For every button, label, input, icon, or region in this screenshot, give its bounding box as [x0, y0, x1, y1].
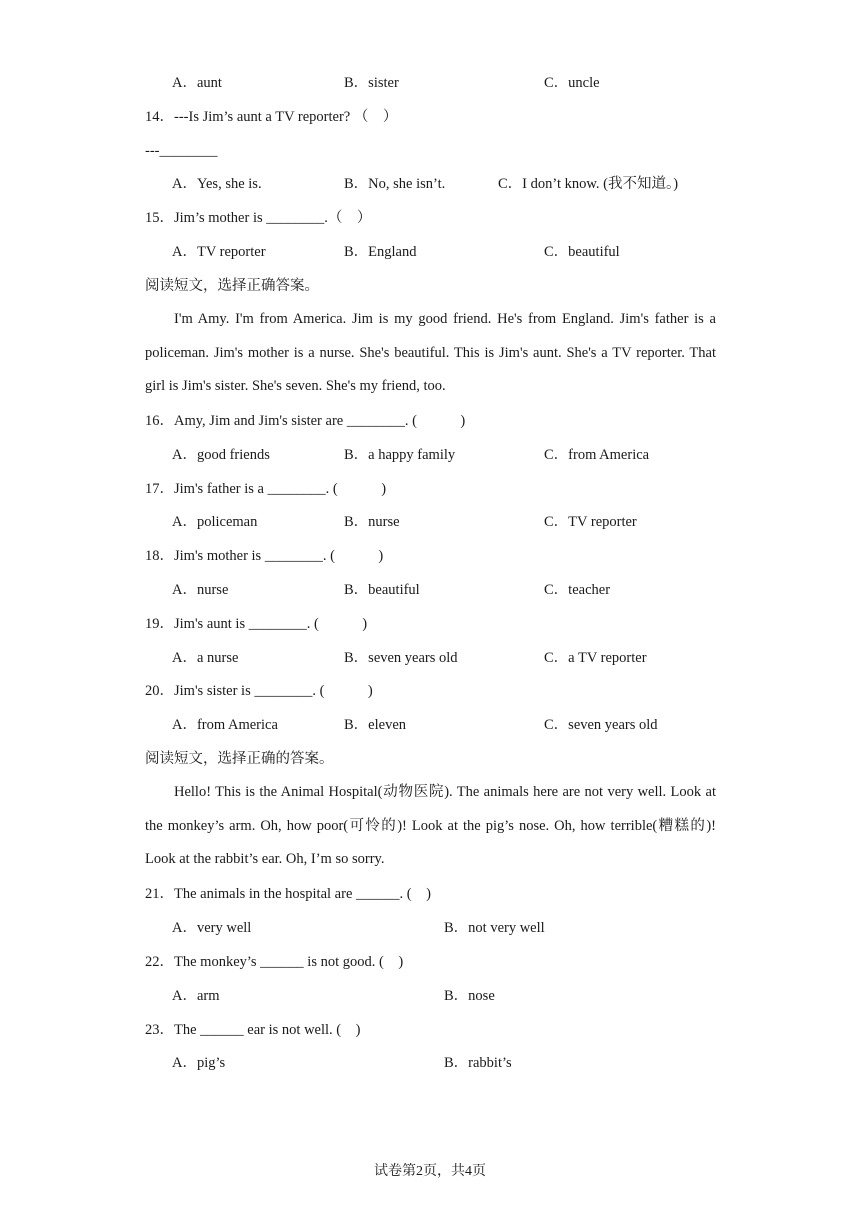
q13-option-a: A．aunt [172, 75, 222, 91]
q20-option-c: C．seven years old [544, 717, 658, 733]
q14-option-a: A．Yes, she is. [172, 176, 262, 192]
q18-option-c: C．teacher [544, 582, 611, 598]
q19-stem: 19．Jim's aunt is ________. ( ) [145, 616, 368, 632]
q16-stem: 16．Amy, Jim and Jim's sister are ________. ( ) [145, 413, 466, 429]
q23-option-a: A．pig’s [172, 1055, 226, 1071]
q22-option-b: B．nose [444, 988, 495, 1004]
section3-passage: Hello! This is the Animal Hospital(动物医院). The animals here are not very well. Look at the monkey’s arm. Oh, how poor(可怜的)! Look at the pig’s nose. Oh, how terrible(糟糕的)! Look at the rabbit’s ear. Oh, I’m so sorry. [145, 784, 716, 868]
q14-option-b: B．No, she isn’t. [344, 176, 446, 192]
q21-option-a: A．very well [172, 920, 252, 936]
q15-option-b: B．England [344, 244, 417, 260]
section2-passage: I'm Amy. I'm from America. Jim is my good friend. He's from England. Jim's father is a policeman. Jim's mother is a nurse. She's beautiful. This is Jim's aunt. She's a TV reporter. That girl is Jim's sister. She's seven. She's my friend, too. [145, 311, 716, 395]
q18-stem: 18．Jim's mother is ________. ( ) [145, 548, 384, 564]
q15-stem: 15．Jim’s mother is ________.（ ） [145, 210, 372, 226]
q14-stem: 14．---Is Jim’s aunt a TV reporter? （ ） [145, 109, 398, 125]
q18-option-b: B．beautiful [344, 582, 420, 598]
q16-option-a: A．good friends [172, 447, 270, 463]
q19-option-c: C．a TV reporter [544, 650, 647, 666]
section2-heading: 阅读短文，选择正确答案。 [145, 278, 319, 294]
q21-stem: 21．The animals in the hospital are ______. ( ) [145, 886, 431, 902]
q17-option-b: B．nurse [344, 514, 400, 530]
section3-heading: 阅读短文，选择正确的答案。 [145, 751, 334, 767]
q20-option-b: B．eleven [344, 717, 407, 733]
q17-stem: 17．Jim's father is a ________. ( ) [145, 481, 387, 497]
q23-stem: 23．The ______ ear is not well. ( ) [145, 1022, 361, 1038]
q15-option-a: A．TV reporter [172, 244, 266, 260]
q13-option-c: C．uncle [544, 75, 600, 91]
q20-stem: 20．Jim's sister is ________. ( ) [145, 683, 373, 699]
q17-option-c: C．TV reporter [544, 514, 637, 530]
q23-option-b: B．rabbit’s [444, 1055, 512, 1071]
q15-option-c: C．beautiful [544, 244, 620, 260]
q13-option-b: B．sister [344, 75, 399, 91]
q21-option-b: B．not very well [444, 920, 545, 936]
q19-option-a: A．a nurse [172, 650, 239, 666]
page-footer: 试卷第2页，共4页 [374, 1164, 486, 1179]
q16-option-c: C．from America [544, 447, 650, 463]
q17-option-a: A．policeman [172, 514, 258, 530]
q16-option-b: B．a happy family [344, 447, 456, 463]
q22-option-a: A．arm [172, 988, 220, 1004]
q19-option-b: B．seven years old [344, 650, 458, 666]
q14-answer-line: ---________ [145, 143, 218, 159]
q22-stem: 22．The monkey’s ______ is not good. ( ) [145, 954, 404, 970]
q20-option-a: A．from America [172, 717, 278, 733]
q14-option-c: C．I don’t know. (我不知道。) [498, 176, 679, 192]
q18-option-a: A．nurse [172, 582, 229, 598]
